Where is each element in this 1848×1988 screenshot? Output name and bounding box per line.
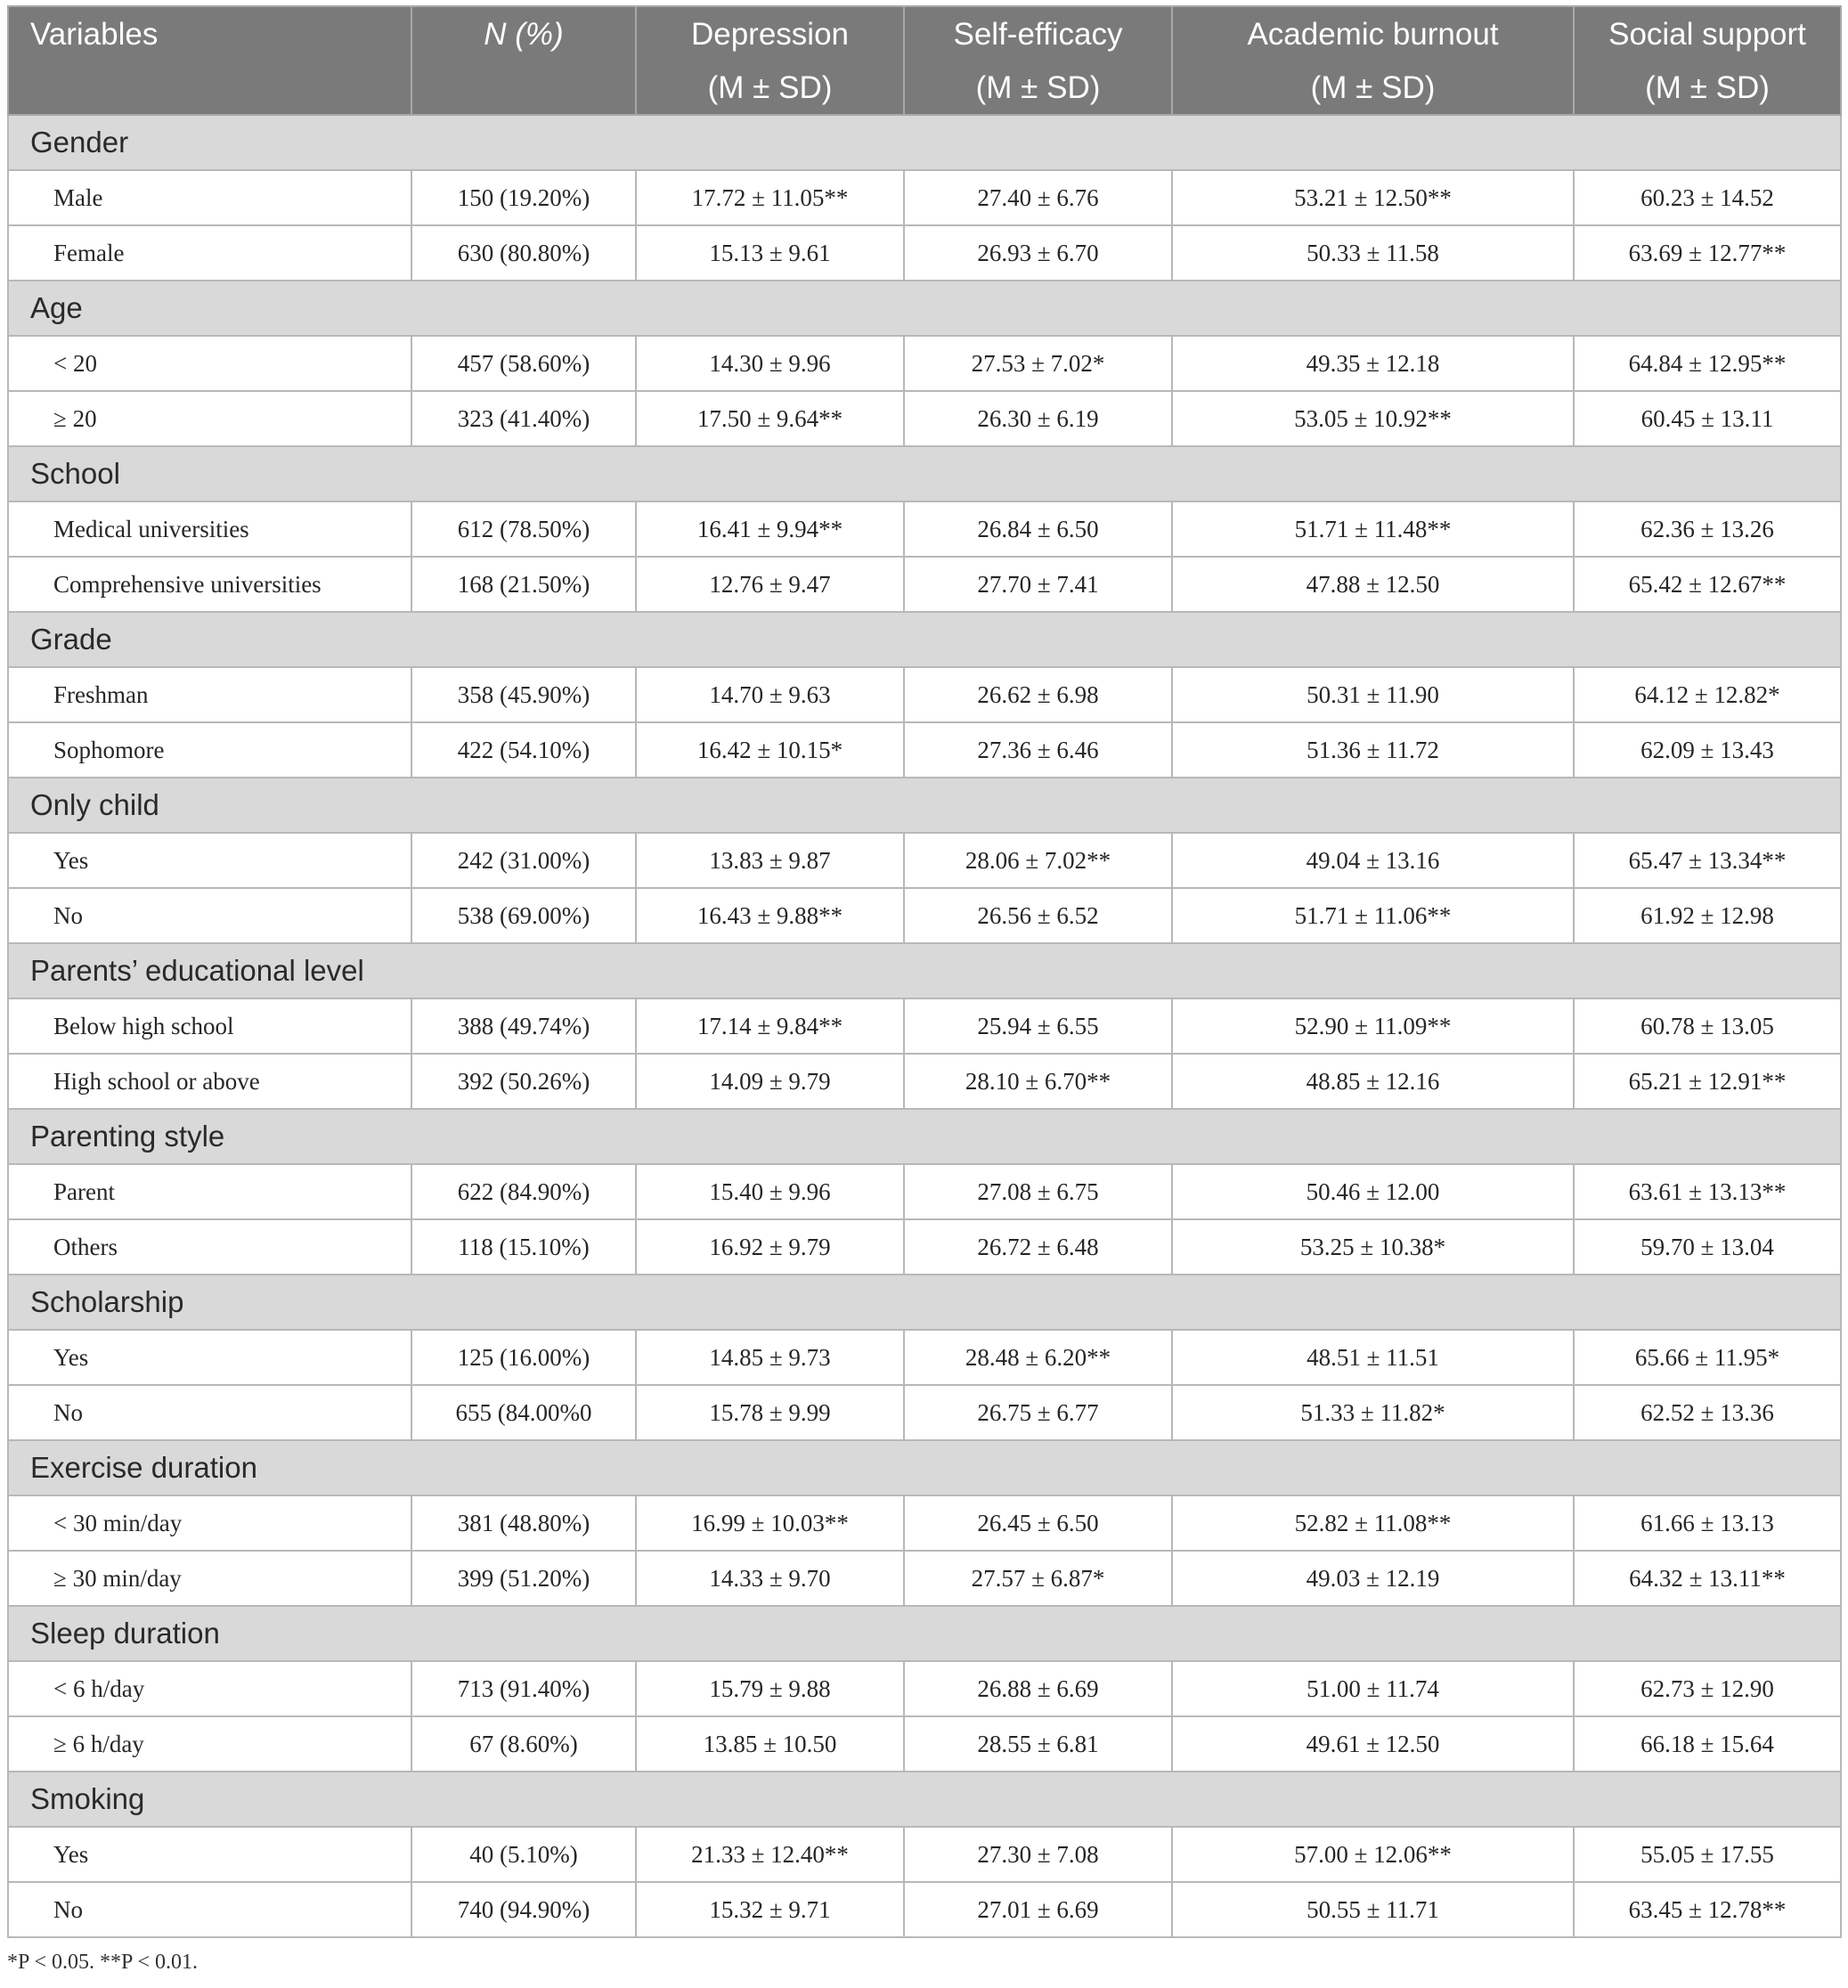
cell-social-support: 62.73 ± 12.90 — [1574, 1661, 1841, 1716]
header-n-percent: N (%) — [411, 6, 636, 62]
row-label: ≥ 30 min/day — [8, 1551, 411, 1606]
table-body — [8, 115, 1841, 1937]
cell-self-efficacy: 26.45 ± 6.50 — [904, 1495, 1172, 1551]
header-row-2 — [8, 62, 1841, 115]
table-row — [8, 391, 1841, 446]
header-sub-n — [411, 62, 636, 115]
cell-self-efficacy: 26.72 ± 6.48 — [904, 1219, 1172, 1275]
cell-self-efficacy: 26.56 ± 6.52 — [904, 888, 1172, 943]
cell-self-efficacy: 27.57 ± 6.87* — [904, 1551, 1172, 1606]
row-label: ≥ 6 h/day — [8, 1716, 411, 1772]
header-variables: Variables — [8, 6, 411, 62]
cell-academic-burnout: 50.33 ± 11.58 — [1172, 225, 1574, 281]
cell-n-percent: 242 (31.00%) — [411, 833, 636, 888]
cell-n-percent: 612 (78.50%) — [411, 501, 636, 557]
cell-depression: 21.33 ± 12.40** — [636, 1827, 904, 1882]
cell-n-percent: 168 (21.50%) — [411, 557, 636, 612]
cell-social-support: 64.32 ± 13.11** — [1574, 1551, 1841, 1606]
cell-n-percent: 655 (84.00%0 — [411, 1385, 636, 1440]
cell-social-support: 60.23 ± 14.52 — [1574, 170, 1841, 225]
cell-academic-burnout: 49.35 ± 12.18 — [1172, 336, 1574, 391]
cell-n-percent: 381 (48.80%) — [411, 1495, 636, 1551]
cell-self-efficacy: 27.01 ± 6.69 — [904, 1882, 1172, 1937]
cell-depression: 16.42 ± 10.15* — [636, 722, 904, 778]
cell-academic-burnout: 48.85 ± 12.16 — [1172, 1054, 1574, 1109]
group-header-row — [8, 612, 1841, 667]
table-row — [8, 501, 1841, 557]
group-title: Scholarship — [8, 1275, 1841, 1330]
table-row — [8, 336, 1841, 391]
cell-depression: 16.99 ± 10.03** — [636, 1495, 904, 1551]
cell-self-efficacy: 27.08 ± 6.75 — [904, 1164, 1172, 1219]
cell-depression: 15.13 ± 9.61 — [636, 225, 904, 281]
header-sub-academic-burnout: (M ± SD) — [1172, 62, 1574, 115]
header-sub-depression: (M ± SD) — [636, 62, 904, 115]
header-self-efficacy: Self-efficacy — [904, 6, 1172, 62]
group-header-row — [8, 1440, 1841, 1495]
table-row — [8, 1330, 1841, 1385]
group-header-row — [8, 778, 1841, 833]
cell-academic-burnout: 47.88 ± 12.50 — [1172, 557, 1574, 612]
table-row — [8, 1054, 1841, 1109]
row-label: No — [8, 1882, 411, 1937]
cell-depression: 16.43 ± 9.88** — [636, 888, 904, 943]
cell-depression: 16.41 ± 9.94** — [636, 501, 904, 557]
cell-academic-burnout: 52.90 ± 11.09** — [1172, 998, 1574, 1054]
cell-self-efficacy: 26.93 ± 6.70 — [904, 225, 1172, 281]
group-header-row — [8, 1109, 1841, 1164]
table-container — [7, 5, 1840, 1938]
cell-depression: 13.83 ± 9.87 — [636, 833, 904, 888]
cell-depression: 17.72 ± 11.05** — [636, 170, 904, 225]
cell-n-percent: 323 (41.40%) — [411, 391, 636, 446]
cell-social-support: 63.61 ± 13.13** — [1574, 1164, 1841, 1219]
cell-depression: 12.76 ± 9.47 — [636, 557, 904, 612]
row-label: < 20 — [8, 336, 411, 391]
cell-social-support: 65.47 ± 13.34** — [1574, 833, 1841, 888]
group-title: Sleep duration — [8, 1606, 1841, 1661]
cell-depression: 14.09 ± 9.79 — [636, 1054, 904, 1109]
cell-self-efficacy: 27.53 ± 7.02* — [904, 336, 1172, 391]
cell-depression: 14.33 ± 9.70 — [636, 1551, 904, 1606]
table-row — [8, 225, 1841, 281]
cell-self-efficacy: 26.30 ± 6.19 — [904, 391, 1172, 446]
cell-academic-burnout: 53.21 ± 12.50** — [1172, 170, 1574, 225]
cell-self-efficacy: 26.84 ± 6.50 — [904, 501, 1172, 557]
cell-n-percent: 125 (16.00%) — [411, 1330, 636, 1385]
cell-n-percent: 358 (45.90%) — [411, 667, 636, 722]
table-row — [8, 667, 1841, 722]
cell-self-efficacy: 28.10 ± 6.70** — [904, 1054, 1172, 1109]
header-row-1 — [8, 6, 1841, 62]
group-header-row — [8, 1772, 1841, 1827]
group-header-row — [8, 943, 1841, 998]
row-label: Below high school — [8, 998, 411, 1054]
table-row — [8, 1164, 1841, 1219]
cell-social-support: 65.21 ± 12.91** — [1574, 1054, 1841, 1109]
header-academic-burnout: Academic burnout — [1172, 6, 1574, 62]
cell-academic-burnout: 49.61 ± 12.50 — [1172, 1716, 1574, 1772]
group-title: Smoking — [8, 1772, 1841, 1827]
footnote: *P < 0.05. **P < 0.01. — [7, 1951, 198, 1974]
group-title: Grade — [8, 612, 1841, 667]
row-label: Sophomore — [8, 722, 411, 778]
cell-social-support: 61.92 ± 12.98 — [1574, 888, 1841, 943]
cell-academic-burnout: 51.00 ± 11.74 — [1172, 1661, 1574, 1716]
cell-n-percent: 118 (15.10%) — [411, 1219, 636, 1275]
table-header — [8, 6, 1841, 115]
cell-social-support: 66.18 ± 15.64 — [1574, 1716, 1841, 1772]
group-title: School — [8, 446, 1841, 501]
table-row — [8, 833, 1841, 888]
group-header-row — [8, 1606, 1841, 1661]
row-label: Comprehensive universities — [8, 557, 411, 612]
cell-social-support: 64.84 ± 12.95** — [1574, 336, 1841, 391]
cell-depression: 14.30 ± 9.96 — [636, 336, 904, 391]
table-row — [8, 1551, 1841, 1606]
cell-self-efficacy: 27.70 ± 7.41 — [904, 557, 1172, 612]
cell-academic-burnout: 57.00 ± 12.06** — [1172, 1827, 1574, 1882]
table-row — [8, 1495, 1841, 1551]
cell-n-percent: 392 (50.26%) — [411, 1054, 636, 1109]
cell-self-efficacy: 28.48 ± 6.20** — [904, 1330, 1172, 1385]
cell-depression: 15.78 ± 9.99 — [636, 1385, 904, 1440]
cell-social-support: 62.36 ± 13.26 — [1574, 501, 1841, 557]
cell-academic-burnout: 50.46 ± 12.00 — [1172, 1164, 1574, 1219]
cell-academic-burnout: 51.71 ± 11.06** — [1172, 888, 1574, 943]
cell-n-percent: 399 (51.20%) — [411, 1551, 636, 1606]
cell-social-support: 65.42 ± 12.67** — [1574, 557, 1841, 612]
cell-academic-burnout: 53.25 ± 10.38* — [1172, 1219, 1574, 1275]
cell-n-percent: 67 (8.60%) — [411, 1716, 636, 1772]
cell-social-support: 63.45 ± 12.78** — [1574, 1882, 1841, 1937]
row-label: ≥ 20 — [8, 391, 411, 446]
cell-n-percent: 422 (54.10%) — [411, 722, 636, 778]
table-row — [8, 722, 1841, 778]
cell-social-support: 63.69 ± 12.77** — [1574, 225, 1841, 281]
group-title: Age — [8, 281, 1841, 336]
cell-academic-burnout: 49.04 ± 13.16 — [1172, 833, 1574, 888]
row-label: Female — [8, 225, 411, 281]
row-label: Yes — [8, 1330, 411, 1385]
table-row — [8, 1219, 1841, 1275]
table-row — [8, 1827, 1841, 1882]
cell-n-percent: 150 (19.20%) — [411, 170, 636, 225]
group-header-row — [8, 446, 1841, 501]
row-label: Yes — [8, 1827, 411, 1882]
table-row — [8, 1716, 1841, 1772]
cell-self-efficacy: 26.75 ± 6.77 — [904, 1385, 1172, 1440]
table-row — [8, 557, 1841, 612]
row-label: Parent — [8, 1164, 411, 1219]
cell-social-support: 62.52 ± 13.36 — [1574, 1385, 1841, 1440]
cell-social-support: 59.70 ± 13.04 — [1574, 1219, 1841, 1275]
group-title: Parenting style — [8, 1109, 1841, 1164]
group-title: Exercise duration — [8, 1440, 1841, 1495]
header-social-support: Social support — [1574, 6, 1841, 62]
header-sub-social-support: (M ± SD) — [1574, 62, 1841, 115]
row-label: No — [8, 888, 411, 943]
group-title: Only child — [8, 778, 1841, 833]
header-sub-self-efficacy: (M ± SD) — [904, 62, 1172, 115]
cell-social-support: 62.09 ± 13.43 — [1574, 722, 1841, 778]
cell-self-efficacy: 27.30 ± 7.08 — [904, 1827, 1172, 1882]
cell-academic-burnout: 51.36 ± 11.72 — [1172, 722, 1574, 778]
cell-academic-burnout: 50.55 ± 11.71 — [1172, 1882, 1574, 1937]
cell-academic-burnout: 48.51 ± 11.51 — [1172, 1330, 1574, 1385]
table-row — [8, 998, 1841, 1054]
data-table — [7, 5, 1842, 1938]
cell-self-efficacy: 25.94 ± 6.55 — [904, 998, 1172, 1054]
cell-n-percent: 457 (58.60%) — [411, 336, 636, 391]
cell-social-support: 60.45 ± 13.11 — [1574, 391, 1841, 446]
table-row — [8, 170, 1841, 225]
group-title: Gender — [8, 115, 1841, 170]
cell-academic-burnout: 50.31 ± 11.90 — [1172, 667, 1574, 722]
cell-depression: 15.40 ± 9.96 — [636, 1164, 904, 1219]
cell-n-percent: 622 (84.90%) — [411, 1164, 636, 1219]
row-label: No — [8, 1385, 411, 1440]
row-label: Freshman — [8, 667, 411, 722]
header-sub-variables — [8, 62, 411, 115]
group-header-row — [8, 1275, 1841, 1330]
table-row — [8, 1385, 1841, 1440]
group-title: Parents’ educational level — [8, 943, 1841, 998]
row-label: Others — [8, 1219, 411, 1275]
cell-depression: 16.92 ± 9.79 — [636, 1219, 904, 1275]
row-label: Male — [8, 170, 411, 225]
row-label: < 6 h/day — [8, 1661, 411, 1716]
cell-social-support: 60.78 ± 13.05 — [1574, 998, 1841, 1054]
cell-n-percent: 40 (5.10%) — [411, 1827, 636, 1882]
cell-social-support: 64.12 ± 12.82* — [1574, 667, 1841, 722]
cell-academic-burnout: 53.05 ± 10.92** — [1172, 391, 1574, 446]
cell-depression: 15.79 ± 9.88 — [636, 1661, 904, 1716]
cell-n-percent: 538 (69.00%) — [411, 888, 636, 943]
cell-social-support: 61.66 ± 13.13 — [1574, 1495, 1841, 1551]
cell-n-percent: 630 (80.80%) — [411, 225, 636, 281]
table-row — [8, 1661, 1841, 1716]
row-label: Yes — [8, 833, 411, 888]
cell-self-efficacy: 27.36 ± 6.46 — [904, 722, 1172, 778]
cell-social-support: 55.05 ± 17.55 — [1574, 1827, 1841, 1882]
table-row — [8, 888, 1841, 943]
cell-n-percent: 388 (49.74%) — [411, 998, 636, 1054]
cell-self-efficacy: 27.40 ± 6.76 — [904, 170, 1172, 225]
group-header-row — [8, 115, 1841, 170]
cell-n-percent: 740 (94.90%) — [411, 1882, 636, 1937]
cell-n-percent: 713 (91.40%) — [411, 1661, 636, 1716]
cell-depression: 14.85 ± 9.73 — [636, 1330, 904, 1385]
table-row — [8, 1882, 1841, 1937]
header-depression: Depression — [636, 6, 904, 62]
cell-academic-burnout: 52.82 ± 11.08** — [1172, 1495, 1574, 1551]
cell-depression: 14.70 ± 9.63 — [636, 667, 904, 722]
cell-self-efficacy: 26.62 ± 6.98 — [904, 667, 1172, 722]
cell-academic-burnout: 49.03 ± 12.19 — [1172, 1551, 1574, 1606]
row-label: Medical universities — [8, 501, 411, 557]
cell-academic-burnout: 51.71 ± 11.48** — [1172, 501, 1574, 557]
cell-self-efficacy: 28.06 ± 7.02** — [904, 833, 1172, 888]
cell-depression: 17.14 ± 9.84** — [636, 998, 904, 1054]
row-label: High school or above — [8, 1054, 411, 1109]
row-label: < 30 min/day — [8, 1495, 411, 1551]
group-header-row — [8, 281, 1841, 336]
cell-self-efficacy: 26.88 ± 6.69 — [904, 1661, 1172, 1716]
cell-social-support: 65.66 ± 11.95* — [1574, 1330, 1841, 1385]
cell-depression: 13.85 ± 10.50 — [636, 1716, 904, 1772]
cell-self-efficacy: 28.55 ± 6.81 — [904, 1716, 1172, 1772]
cell-academic-burnout: 51.33 ± 11.82* — [1172, 1385, 1574, 1440]
cell-depression: 17.50 ± 9.64** — [636, 391, 904, 446]
cell-depression: 15.32 ± 9.71 — [636, 1882, 904, 1937]
